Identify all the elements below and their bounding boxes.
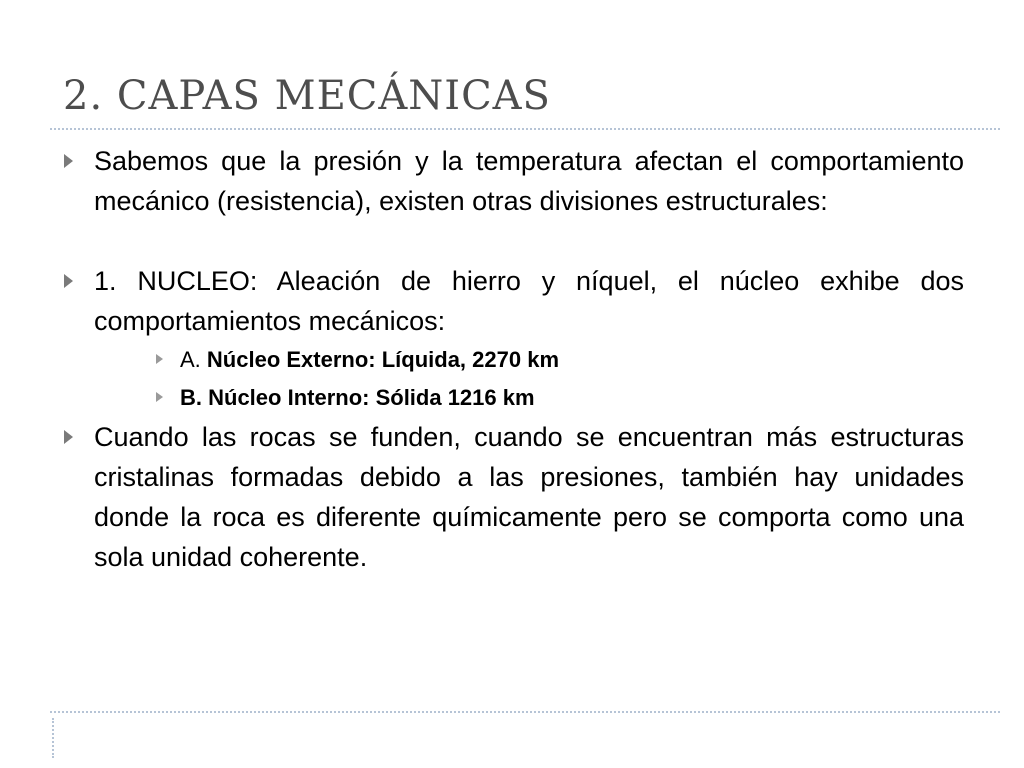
- sub-item-prefix: A.: [180, 347, 207, 372]
- small-triangle-right-icon: [156, 354, 163, 364]
- sub-item-label: Núcleo Interno:: [208, 385, 376, 410]
- footer-divider: [50, 711, 1000, 713]
- triangle-right-icon: [64, 430, 73, 444]
- slide-content: [60, 141, 964, 577]
- sub-item-a: [154, 341, 954, 379]
- sub-item-value: Sólida 1216 km: [375, 385, 535, 410]
- title-divider: [50, 128, 1000, 130]
- sub-item-b: [154, 379, 954, 417]
- sub-item-label: Núcleo Externo:: [206, 347, 382, 372]
- small-triangle-right-icon: [156, 392, 163, 402]
- bullet-text: 1. NUCLEO: Aleación de hierro y níquel, el núcleo exhibe dos comportamientos mecánicos:: [94, 266, 964, 336]
- slide-title: 2. CAPAS MECÁNICAS: [63, 73, 551, 119]
- sub-item-prefix: B.: [180, 385, 209, 410]
- triangle-right-icon: [64, 154, 73, 168]
- bullet-item-1: [60, 141, 964, 221]
- bullet-text: Sabemos que la presión y la temperatura afectan el comportamiento mecánico (resistencia), existen otras divisiones estructurales:: [94, 146, 964, 216]
- bullet-item-2: [60, 261, 964, 341]
- bullet-item-3: [60, 417, 964, 577]
- triangle-right-icon: [64, 274, 73, 288]
- sub-list: [154, 341, 954, 417]
- sub-item-value: Líquida, 2270 km: [381, 347, 560, 372]
- bullet-text: Cuando las rocas se funden, cuando se encuentran más estructuras cristalinas formadas debido a las presiones, también hay unidades donde la roca es diferente químicamente pero se comporta como una sola unidad coherente.: [94, 422, 964, 572]
- footer-left-rule: [52, 718, 54, 758]
